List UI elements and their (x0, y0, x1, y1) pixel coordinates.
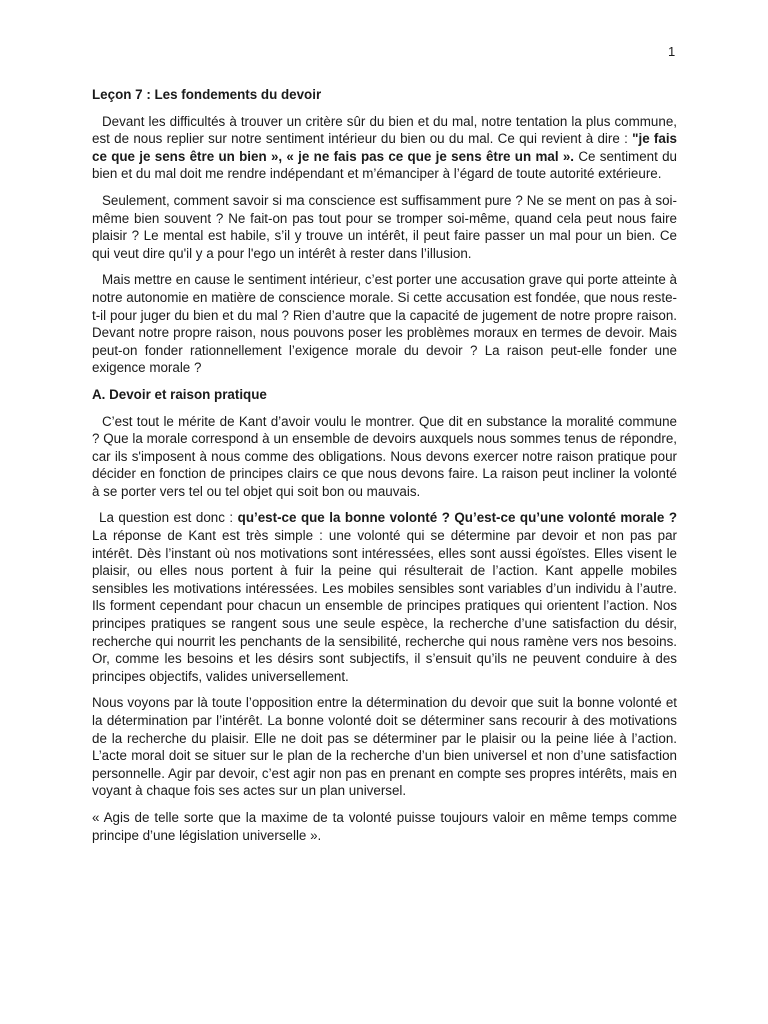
section-heading-a: A. Devoir et raison pratique (92, 386, 267, 402)
paragraph-2: Seulement, comment savoir si ma conscience est suffisamment pure ? Ne se ment on pas à soi-même bien souvent ? Ne fait-on pas tout pour se tromper soi-même, quand cela peut nous faire plaisir ? Le mental est habile, s’il y trouve un intérêt, il peut faire passer un mal pour un bien. Ce qui veut dire qu'il y a pour l'ego un intérêt à rester dans l’illusion. (92, 192, 677, 261)
paragraph-6: Nous voyons par là toute l’opposition entre la détermination du devoir que suit la bonne volonté et la détermination par l’intérêt. La bonne volonté doit se déterminer sans recourir à des motivations de la recherche du plaisir. Elle ne doit pas se déterminer par le plaisir ou la peine liée à l’action. L’acte moral doit se situer sur le plan de la recherche d’un bien universel et non d’une satisfaction personnelle. Agir par devoir, c’est agir non pas en prenant en compte ses propres intérêts, mais en voyant à chaque fois ses actes sur un plan universel. (92, 695, 677, 799)
document-body (92, 86, 677, 853)
paragraph-5-question: qu’est-ce que la bonne volonté ? Qu’est-ce qu’une volonté morale ? (237, 510, 677, 526)
paragraph-1-quote: "je fais ce que je sens être un bien », « je ne fais pas ce que je sens être un mal ». (92, 131, 678, 164)
paragraph-3: Mais mettre en cause le sentiment intérieur, c’est porter une accusation grave qui porte atteinte à notre autonomie en matière de conscience morale. Si cette accusation est fondée, que nous reste-t-il pour juger du bien et du mal ? Rien d’autre que la capacité de jugement de notre propre raison. Devant notre propre raison, nous pouvons poser les problèmes moraux en termes de devoir. Mais peut-on fonder rationnellement l’exigence morale du devoir ? La raison peut-elle fonder une exigence morale ? (92, 272, 677, 376)
lesson-title: Leçon 7 : Les fondements du devoir (92, 87, 322, 102)
paragraph-1-text: Devant les difficultés à trouver un critère sûr du bien et du mal, notre tentation la plus commune, est de nous replier sur notre sentiment intérieur du bien ou du mal. Ce qui revient à dire : (92, 113, 677, 147)
paragraph-1 (92, 113, 677, 183)
paragraph-1-end: Ce sentiment du bien et du mal doit me rendre indépendant et m’émanciper à l’égard de toute autorité extérieure. (92, 148, 678, 182)
paragraph-5 (92, 509, 677, 685)
paragraph-4: C’est tout le mérite de Kant d’avoir voulu le montrer. Que dit en substance la moralité commune ? Que la morale correspond à un ensemble de devoirs auxquels nous sommes tenus de répondre, car ils s'imposent à nous comme des obligations. Nous devons exercer notre raison pratique pour décider en fonction de principes clairs ce que nous devons faire. La raison peut incliner la volonté à se porter vers tel ou tel objet qui soit bon ou mauvais. (92, 413, 677, 499)
paragraph-5-text: La question est donc : (99, 510, 238, 526)
kant-quote: « Agis de telle sorte que la maxime de ta volonté puisse toujours valoir en même temps comme principe d’une législation universelle ». (92, 809, 677, 843)
paragraph-5-end: La réponse de Kant est très simple : une volonté qui se détermine par devoir et non pas par intérêt. Dès l’instant où nos motivations sont intéressées, elles sont aussi égoïstes. Elles visent le plaisir, ou elles nous portent à fuir la peine qui résulterait de l’action. Kant appelle mobiles sensibles les motivations intéressées. Les mobiles sensibles sont variables d’un individu à l’autre. Ils forment cependant pour chacun un ensemble de principes pratiques qui orientent l’action. Nos principes pratiques se rangent sous une seule espèce, la recherche d’une satisfaction du désir, recherche qui nourrit les penchants de la sensibilité, recherche qui nous ramène vers nos besoins. Or, comme les besoins et les désirs sont subjectifs, il s’ensuit qu’ils ne peuvent conduire à des principes objectifs, valides universellement. (92, 528, 677, 684)
page-number: 1 (668, 44, 676, 59)
